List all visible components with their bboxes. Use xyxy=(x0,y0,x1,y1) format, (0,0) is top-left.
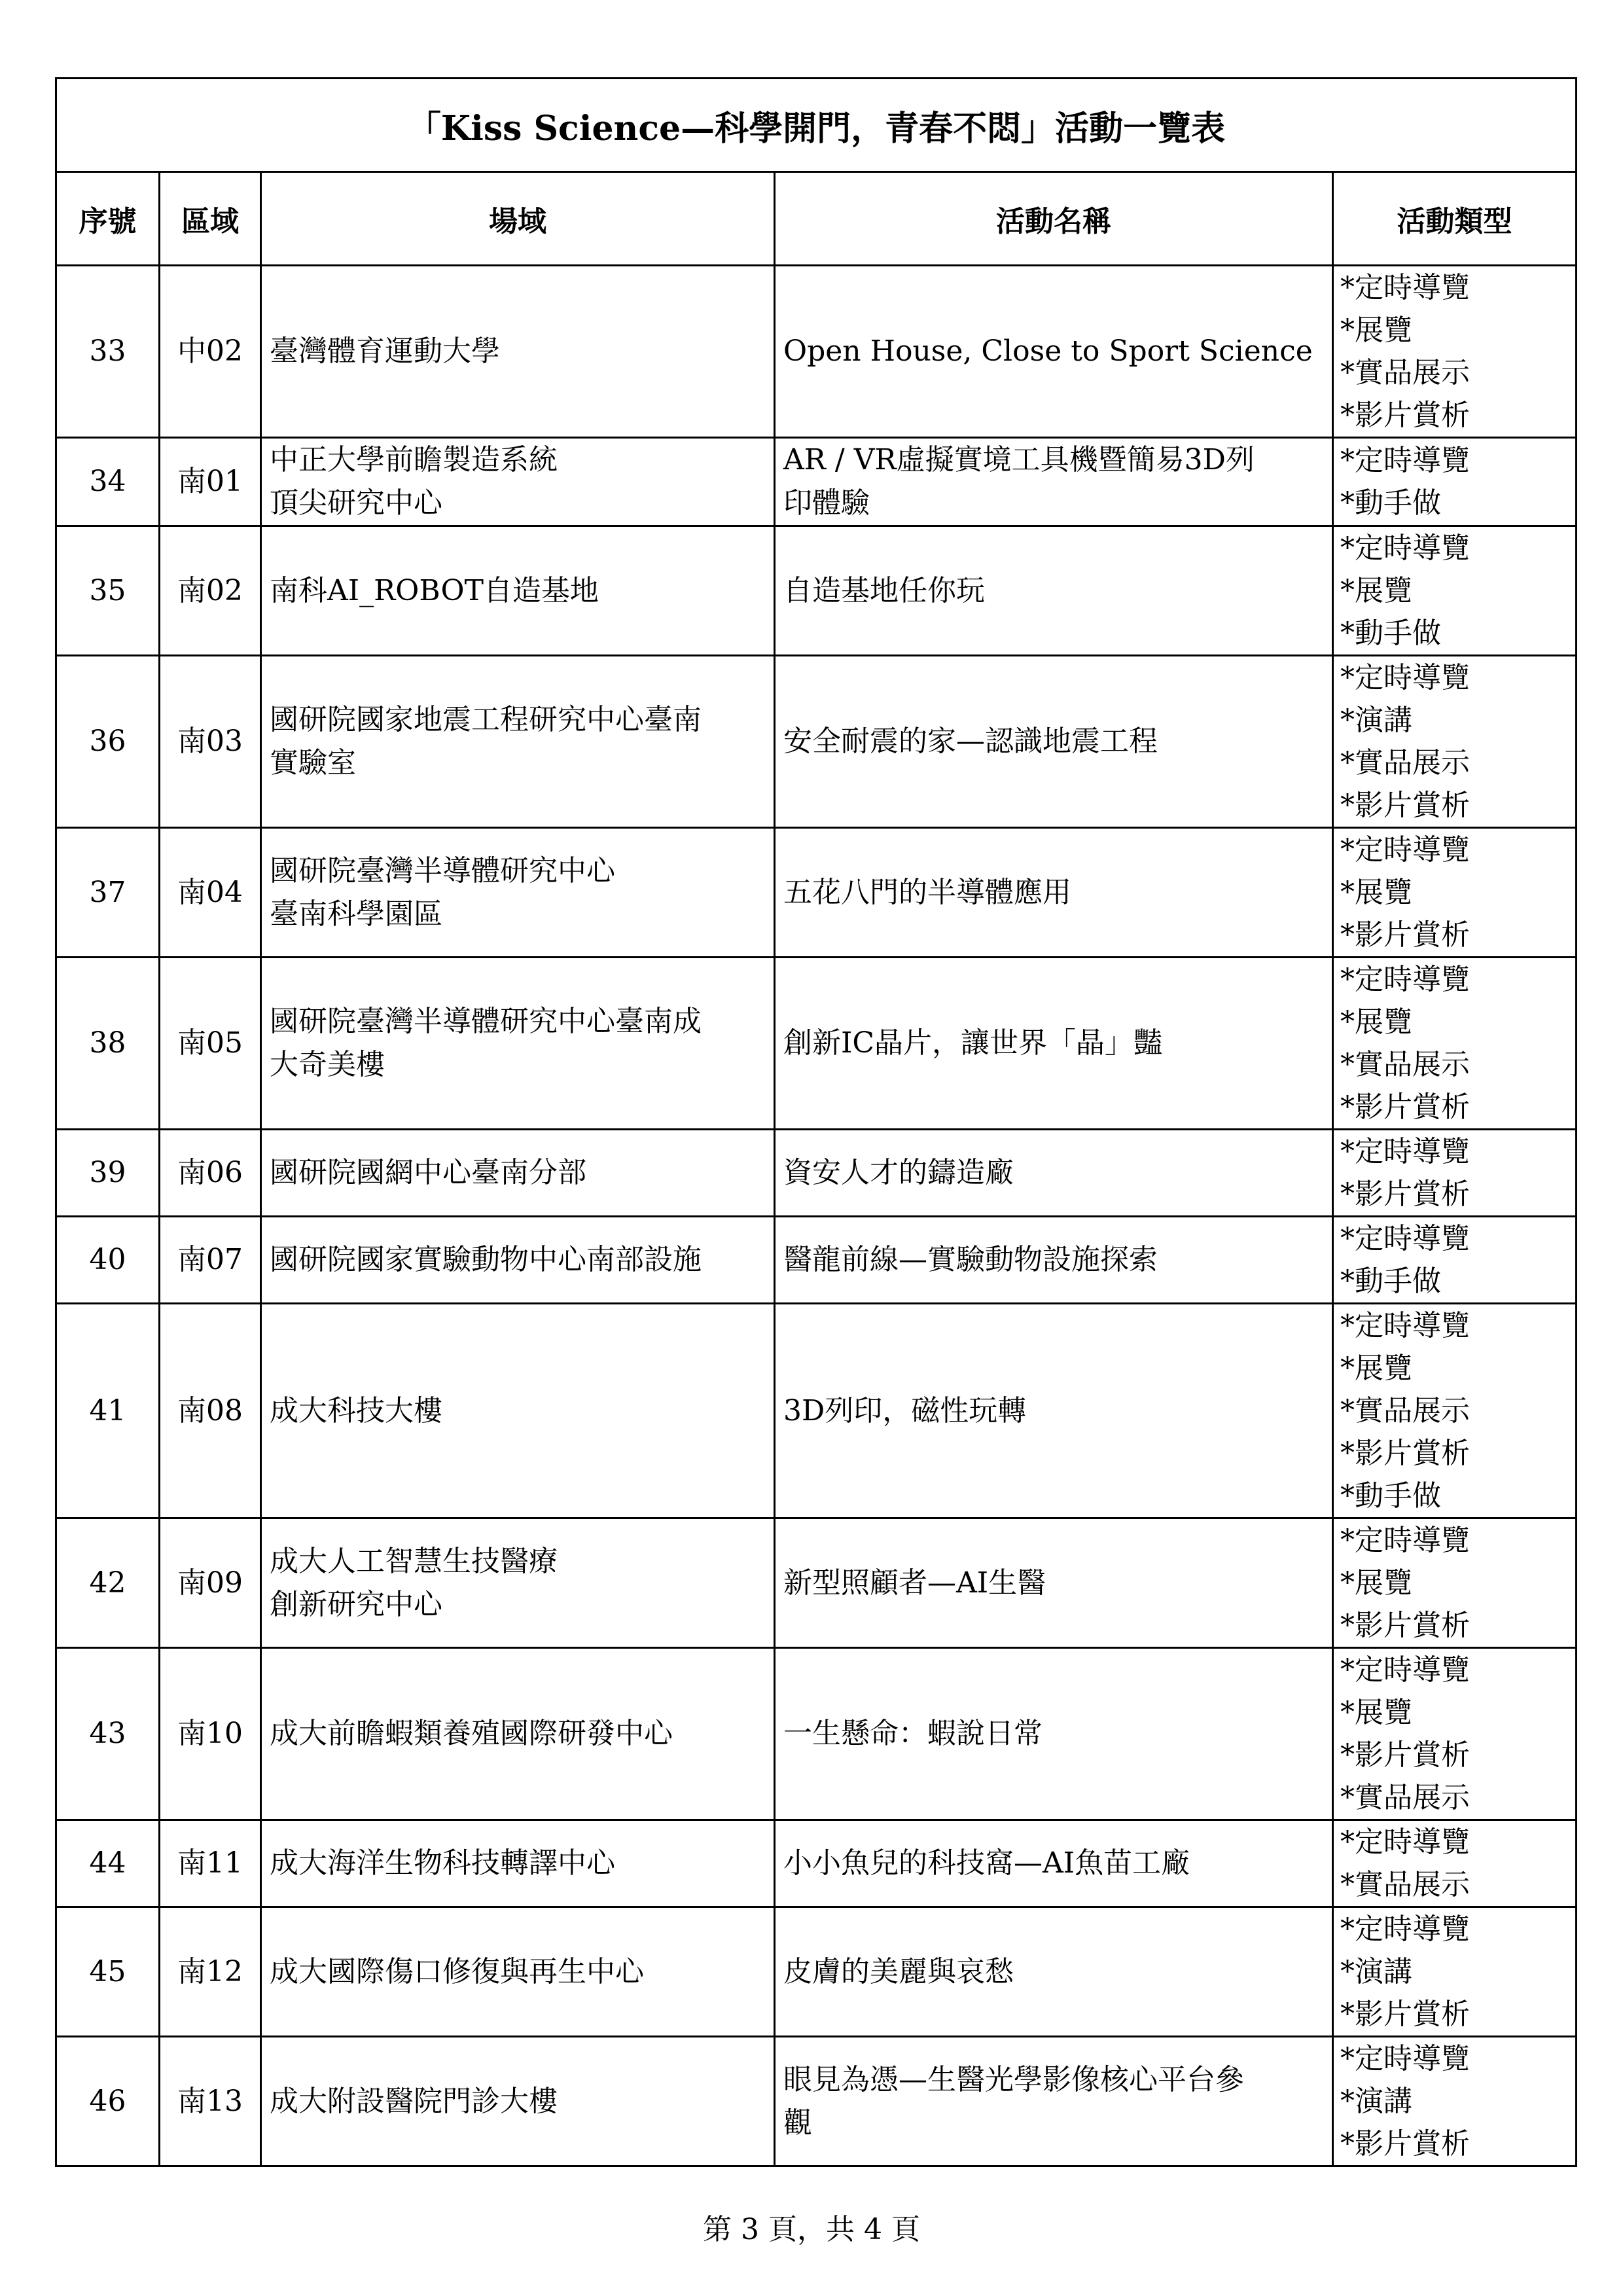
page-footer: 第 3 頁，共 4 頁 xyxy=(703,2213,920,2246)
activity-type-item: *展覽 xyxy=(1340,574,1412,607)
table-row xyxy=(56,1518,1577,1648)
table-row xyxy=(56,2037,1577,2166)
row-activity-types xyxy=(1333,438,1577,526)
venue-line: 國研院國網中心臺南分部 xyxy=(270,1156,586,1189)
table-row xyxy=(56,266,1577,438)
activity-type-item: *定時導覽 xyxy=(1340,271,1470,304)
activity-type-item: *定時導覽 xyxy=(1340,1653,1470,1687)
activity-type-item: *實品展示 xyxy=(1340,746,1470,780)
row-zone: 南02 xyxy=(160,526,261,656)
row-activity xyxy=(775,1907,1333,2037)
table-title: 「Kiss Science—科學開門，青春不悶」活動一覽表 xyxy=(56,79,1577,172)
activity-type-item: *影片賞析 xyxy=(1340,1177,1470,1211)
venue-line: 實驗室 xyxy=(270,746,356,780)
row-number: 44 xyxy=(56,1820,160,1907)
venue-line: 成大附設醫院門診大樓 xyxy=(270,2084,558,2118)
activity-line: 創新IC晶片，讓世界「晶」豔 xyxy=(783,1026,1163,1060)
activity-type-item: *定時導覽 xyxy=(1340,1825,1470,1859)
venue-line: 臺南科學園區 xyxy=(270,897,442,931)
table-row xyxy=(56,958,1577,1130)
row-activity xyxy=(775,266,1333,438)
activity-type-item: *展覽 xyxy=(1340,314,1412,347)
venue-line: 創新研究中心 xyxy=(270,1587,442,1621)
row-zone: 中02 xyxy=(160,266,261,438)
activity-type-item: *演講 xyxy=(1340,704,1412,737)
venue-line: 臺灣體育運動大學 xyxy=(270,334,500,368)
row-venue xyxy=(261,1518,775,1648)
row-zone: 南13 xyxy=(160,2037,261,2166)
row-activity-types xyxy=(1333,2037,1577,2166)
row-venue xyxy=(261,1907,775,2037)
row-number: 35 xyxy=(56,526,160,656)
row-zone: 南08 xyxy=(160,1304,261,1518)
venue-line: 成大國際傷口修復與再生中心 xyxy=(270,1954,644,1988)
column-header-activity: 活動名稱 xyxy=(775,172,1333,266)
row-venue xyxy=(261,266,775,438)
row-activity xyxy=(775,1648,1333,1820)
column-header-venue: 場域 xyxy=(261,172,775,266)
venue-line: 南科AI_ROBOT自造基地 xyxy=(270,573,599,607)
row-zone: 南09 xyxy=(160,1518,261,1648)
row-activity xyxy=(775,1518,1333,1648)
row-zone: 南01 xyxy=(160,438,261,526)
activity-type-item: *定時導覽 xyxy=(1340,444,1470,477)
activity-type-item: *演講 xyxy=(1340,2085,1412,2118)
row-zone: 南11 xyxy=(160,1820,261,1907)
row-activity-types xyxy=(1333,656,1577,828)
row-activity xyxy=(775,2037,1333,2166)
activity-type-item: *定時導覽 xyxy=(1340,963,1470,996)
row-number: 46 xyxy=(56,2037,160,2166)
activity-line: 安全耐震的家—認識地震工程 xyxy=(783,725,1158,758)
activity-line: 觀 xyxy=(783,2106,812,2140)
table-row xyxy=(56,1304,1577,1518)
activity-line: 3D列印，磁性玩轉 xyxy=(783,1393,1027,1427)
row-number: 37 xyxy=(56,828,160,958)
activity-line: Open House, Close to Sport Science xyxy=(783,334,1313,368)
activity-type-item: *實品展示 xyxy=(1340,356,1470,389)
row-activity xyxy=(775,656,1333,828)
activity-type-item: *影片賞析 xyxy=(1340,2127,1470,2161)
row-venue xyxy=(261,1820,775,1907)
activity-line: 皮膚的美麗與哀愁 xyxy=(783,1954,1014,1988)
activity-type-item: *影片賞析 xyxy=(1340,918,1470,952)
row-number: 41 xyxy=(56,1304,160,1518)
row-activity xyxy=(775,1820,1333,1907)
column-header-zone: 區域 xyxy=(160,172,261,266)
activity-line: 自造基地任你玩 xyxy=(783,573,985,607)
activity-type-item: *定時導覽 xyxy=(1340,1135,1470,1168)
venue-line: 國研院國家地震工程研究中心臺南 xyxy=(270,703,702,736)
row-activity xyxy=(775,438,1333,526)
activity-type-item: *動手做 xyxy=(1340,486,1441,520)
row-zone: 南10 xyxy=(160,1648,261,1820)
row-number: 40 xyxy=(56,1217,160,1304)
activity-type-item: *展覽 xyxy=(1340,1352,1412,1385)
row-zone: 南07 xyxy=(160,1217,261,1304)
activity-type-item: *實品展示 xyxy=(1340,1394,1470,1427)
activity-type-item: *展覽 xyxy=(1340,876,1412,909)
table-row xyxy=(56,1217,1577,1304)
activity-type-item: *影片賞析 xyxy=(1340,1609,1470,1642)
table-body xyxy=(56,266,1577,2166)
row-venue xyxy=(261,656,775,828)
venue-line: 成大前瞻蝦類養殖國際研發中心 xyxy=(270,1717,673,1750)
row-venue xyxy=(261,1130,775,1217)
activity-line: AR / VR虛擬實境工具機暨簡易3D列 xyxy=(783,443,1255,476)
activity-table xyxy=(55,77,1577,2167)
row-zone: 南12 xyxy=(160,1907,261,2037)
row-activity-types xyxy=(1333,1907,1577,2037)
venue-line: 成大海洋生物科技轉譯中心 xyxy=(270,1846,615,1880)
activity-type-item: *定時導覽 xyxy=(1340,1524,1470,1557)
row-activity xyxy=(775,526,1333,656)
activity-type-item: *影片賞析 xyxy=(1340,789,1470,822)
table-row xyxy=(56,1820,1577,1907)
activity-type-item: *定時導覽 xyxy=(1340,833,1470,867)
row-zone: 南03 xyxy=(160,656,261,828)
row-activity-types xyxy=(1333,958,1577,1130)
activity-type-item: *定時導覽 xyxy=(1340,661,1470,694)
activity-type-item: *展覽 xyxy=(1340,1696,1412,1729)
row-activity-types xyxy=(1333,1130,1577,1217)
row-activity xyxy=(775,1304,1333,1518)
activity-line: 眼見為憑—生醫光學影像核心平台參 xyxy=(783,2062,1244,2096)
row-venue xyxy=(261,1304,775,1518)
row-activity-types xyxy=(1333,1217,1577,1304)
table-row xyxy=(56,438,1577,526)
table-row xyxy=(56,656,1577,828)
activity-type-item: *影片賞析 xyxy=(1340,1998,1470,2031)
row-venue xyxy=(261,1648,775,1820)
venue-line: 國研院臺灣半導體研究中心臺南成 xyxy=(270,1005,702,1038)
row-venue xyxy=(261,526,775,656)
activity-line: 印體驗 xyxy=(783,486,870,520)
row-activity xyxy=(775,1130,1333,1217)
row-number: 38 xyxy=(56,958,160,1130)
row-activity-types xyxy=(1333,526,1577,656)
activity-type-item: *定時導覽 xyxy=(1340,1309,1470,1342)
activity-type-item: *實品展示 xyxy=(1340,1048,1470,1081)
row-activity-types xyxy=(1333,828,1577,958)
row-number: 33 xyxy=(56,266,160,438)
row-activity-types xyxy=(1333,1304,1577,1518)
venue-line: 國研院臺灣半導體研究中心 xyxy=(270,853,615,888)
activity-type-item: *定時導覽 xyxy=(1340,2042,1470,2075)
row-number: 45 xyxy=(56,1907,160,2037)
activity-type-item: *影片賞析 xyxy=(1340,399,1470,432)
row-zone: 南04 xyxy=(160,828,261,958)
activity-type-item: *實品展示 xyxy=(1340,1868,1470,1901)
venue-line: 中正大學前瞻製造系統 xyxy=(270,443,558,476)
activity-type-item: *展覽 xyxy=(1340,1566,1412,1600)
row-number: 42 xyxy=(56,1518,160,1648)
activity-line: 五花八門的半導體應用 xyxy=(783,875,1071,909)
table-row xyxy=(56,526,1577,656)
activity-type-item: *動手做 xyxy=(1340,1265,1441,1298)
activity-line: 新型照顧者—AI生醫 xyxy=(783,1566,1046,1600)
row-number: 34 xyxy=(56,438,160,526)
table-row xyxy=(56,828,1577,958)
column-header-number: 序號 xyxy=(56,172,160,266)
row-venue xyxy=(261,1217,775,1304)
venue-line: 頂尖研究中心 xyxy=(270,486,442,520)
activity-line: 醫龍前線—實驗動物設施探索 xyxy=(783,1243,1158,1276)
table-row xyxy=(56,1648,1577,1820)
column-header-type: 活動類型 xyxy=(1333,172,1577,266)
row-activity-types xyxy=(1333,1518,1577,1648)
row-number: 36 xyxy=(56,656,160,828)
activity-type-item: *演講 xyxy=(1340,1955,1412,1988)
row-activity-types xyxy=(1333,1648,1577,1820)
venue-line: 大奇美樓 xyxy=(270,1048,385,1081)
activity-type-item: *展覽 xyxy=(1340,1005,1412,1039)
activity-type-item: *影片賞析 xyxy=(1340,1738,1470,1772)
activity-type-item: *動手做 xyxy=(1340,1479,1441,1513)
activity-type-item: *定時導覽 xyxy=(1340,1912,1470,1946)
row-activity xyxy=(775,828,1333,958)
row-activity xyxy=(775,958,1333,1130)
row-activity-types xyxy=(1333,1820,1577,1907)
row-zone: 南05 xyxy=(160,958,261,1130)
venue-line: 成大科技大樓 xyxy=(270,1393,442,1427)
activity-type-item: *定時導覽 xyxy=(1340,531,1470,565)
row-activity-types xyxy=(1333,266,1577,438)
activity-type-item: *動手做 xyxy=(1340,617,1441,650)
row-activity xyxy=(775,1217,1333,1304)
activity-type-item: *定時導覽 xyxy=(1340,1222,1470,1255)
row-zone: 南06 xyxy=(160,1130,261,1217)
table-row xyxy=(56,1907,1577,2037)
activity-type-item: *影片賞析 xyxy=(1340,1437,1470,1470)
activity-line: 資安人才的鑄造廠 xyxy=(783,1156,1014,1189)
row-venue xyxy=(261,438,775,526)
activity-type-item: *影片賞析 xyxy=(1340,1090,1470,1124)
activity-line: 一生懸命：蝦說日常 xyxy=(783,1717,1043,1750)
activity-type-item: *實品展示 xyxy=(1340,1781,1470,1814)
row-number: 43 xyxy=(56,1648,160,1820)
row-venue xyxy=(261,2037,775,2166)
row-venue xyxy=(261,958,775,1130)
venue-line: 國研院國家實驗動物中心南部設施 xyxy=(270,1243,702,1276)
table-row xyxy=(56,1130,1577,1217)
venue-line: 成大人工智慧生技醫療 xyxy=(270,1544,558,1578)
row-venue xyxy=(261,828,775,958)
activity-line: 小小魚兒的科技窩—AI魚苗工廠 xyxy=(783,1846,1190,1880)
row-number: 39 xyxy=(56,1130,160,1217)
